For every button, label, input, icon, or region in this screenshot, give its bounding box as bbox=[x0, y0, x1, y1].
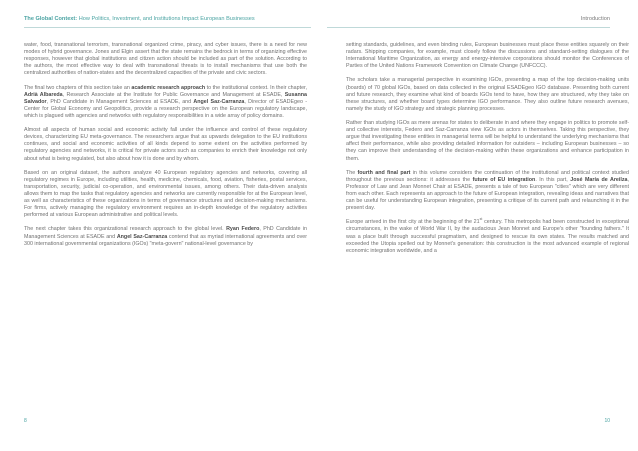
header-title-bold: The Global Context: bbox=[24, 16, 78, 22]
paragraph: The final two chapters of this section take an academic research approach to the institutional context. In their chapter, Adrià Albareda, Research Associate at the Institute for Public Governance and Management at ESADE, Susanna Salvador, PhD Candidate in Management Sciences at ESADE, and Angel Saz-Carranza, Director of ESADEgeo - Center for Global Economy and Geopolitics, provide a research perspective on the European regulatory landscape, which is plagued with agencies and networks with regulatory responsibilities in a wide array of policy domains. bbox=[24, 84, 308, 119]
page-number: 8 bbox=[24, 418, 27, 424]
running-header-section: Introduction bbox=[580, 16, 610, 22]
paragraph: water, food, transnational terrorism, transnational organized crime, piracy, and cyber issues, there is a need for new modes of hybrid governance. Jones and Elgin assert that the state remains the bedrock in terms of organizing effective responses, however that global institutions and citizen action should be included as part of the solution. According to the authors, the most effective way to deal with transnational threats is to install mechanisms that use both the centralized authorities of nation-states and the decentralized capacities of the private and civic sectors. bbox=[24, 42, 307, 77]
paragraph: Based on an original dataset, the authors analyze 40 European regulatory agencies and networks, covering all regulatory regimes in Europe, including utilities, health, medicine, chemicals, food, aviation, fisheries, postal services, transportation, security, judicial co-operation, and environmental issues, among others. Their data-driven analysis allows them to map the tasks that regulatory agencies and networks are currently responsible for at the European level, as well as characteristics of these organizations in terms of governance structures and decision-making mechanisms. For firms, actively managing the regulatory environment requires an in-depth knowledge of the regulatory activities performed at various European administrative and political levels. bbox=[24, 169, 307, 219]
right-text-column bbox=[346, 42, 629, 262]
paragraph: Europe arrived in the first city at the beginning of the 21st century. This metropolis had been constructed in exceptional circumstances, in the wake of World War II, by the audacious Jean Monnet and Europe's other "founding fathers." It was a place built through successful pragmatism, and designed to rescue its own states. The results matched and exceeded the Utopia spelled out by Monnet's generation: this construction is the most advanced example of regional economic integration worldwide, and a bbox=[346, 217, 629, 254]
left-text-column bbox=[24, 42, 307, 255]
right-page bbox=[319, 0, 638, 451]
paragraph: Rather than studying IGOs as mere arenas for states to deliberate in and where they engage in politics to promote self- and collective interests, Federo and Saz-Carranza view IGOs as actors in themselves. Taking this perspective, they argue that investigating these entities in managerial terms will be helpful to understand the underlying mechanisms that affect their performance, while also providing detailed information for outsiders – including European businesses – so they can improve their understanding of the decision-making within these organizations and enhance participation in them. bbox=[346, 120, 629, 162]
paragraph: The next chapter takes this organizational research approach to the global level. Ryan Federo, PhD Candidate in Management Sciences at ESADE and Angel Saz-Carranza contend that as myriad international agreements and over 300 international governmental organizations (IGOs) "meta-govern" national-level governance by bbox=[24, 226, 307, 247]
page-number: 10 bbox=[604, 418, 610, 424]
header-title-rest: How Politics, Investment, and Institutions Impact European Businesses bbox=[77, 16, 255, 22]
paragraph: Almost all aspects of human social and economic activity fall under the influence and control of these regulatory devices, characterizing EU meta-governance. The researchers argue that as upwards delegation to the EU institutions continues, and social and economic activities of all kinds depend to some extent on the activities performed by regulatory agencies and networks, it is critical for private actors such as companies to enrich their knowledge not only about what is being regulated, but also about how it is done and by whom. bbox=[24, 127, 307, 162]
paragraph: The scholars take a managerial perspective in examining IGOs, presenting a map of the top decision-making units (boards) of 70 global IGOs, based on data collected in the original ESADEgeo IGO database. Presenting both current and future research, they examine what kind of boards IGOs tend to have, how they are structured, why they take on these structures, and whether board types determine IGO performance. They also outline future research avenues, namely the study of IGO strategy and strategic planning processes. bbox=[346, 77, 629, 112]
running-header-title bbox=[24, 16, 255, 22]
paragraph: setting standards, guidelines, and even binding rules, European businesses must place these entities squarely on their radars. Shipping companies, for example, must closely follow the discussions and standard-setting dialogues of the International Maritime Organization, as energy and energy-intensive corporations should monitor the Conferences of Parties of the United Nations Framework Convention on Climate Change (UNFCCC). bbox=[346, 42, 629, 70]
header-rule bbox=[327, 27, 610, 28]
header-rule bbox=[24, 27, 311, 28]
paragraph: The fourth and final part in this volume considers the continuation of the institutional and political context studied throughout the previous sections: it addresses the future of EU integration. In this part, José María de Areilza, Professor of Law and Jean Monnet Chair at ESADE, presents a tale of two European "cities" which are very different from each other. Each represents an approach to the future of European integration, revealing ideas and narratives that can be useful for understanding European integration, presenting a critique of its current path and relaunching it in the present day. bbox=[346, 169, 630, 212]
